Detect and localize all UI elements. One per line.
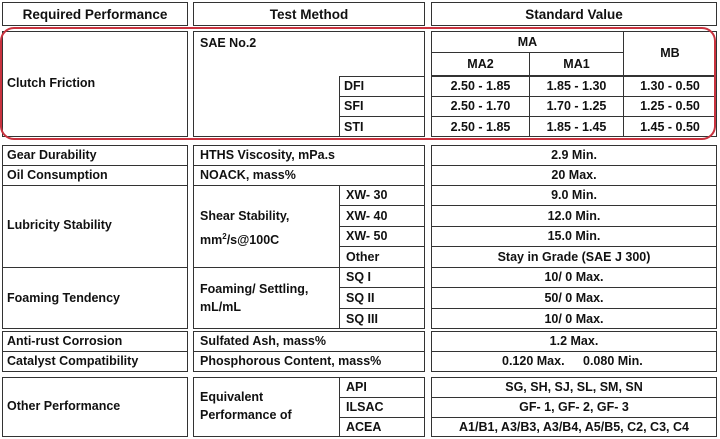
clutch-method: SAE No.2 bbox=[200, 36, 257, 50]
lubricity-stability-label: Lubricity Stability bbox=[7, 218, 112, 232]
grade-name: Other bbox=[346, 250, 380, 264]
foaming-value: 10/ 0 Max. bbox=[544, 270, 604, 284]
oil-method: NOACK, mass% bbox=[200, 168, 296, 182]
foaming-method-line2: mL/mL bbox=[200, 300, 241, 314]
clutch-friction-label: Clutch Friction bbox=[7, 76, 96, 90]
sequence-name: SQ III bbox=[346, 312, 378, 326]
lubricity-method-line1: Shear Stability, bbox=[200, 209, 290, 223]
foaming-tendency-label: Foaming Tendency bbox=[7, 291, 120, 305]
other-value: SG, SH, SJ, SL, SM, SN bbox=[505, 380, 643, 394]
spec-name: API bbox=[346, 380, 367, 394]
clutch-row-name: SFI bbox=[344, 99, 364, 113]
ma2-header: MA2 bbox=[467, 57, 494, 71]
foaming-method-cell bbox=[193, 267, 340, 329]
gear-method: HTHS Viscosity, mPa.s bbox=[200, 148, 336, 162]
clutch-value: 2.50 - 1.85 bbox=[450, 120, 511, 134]
header-test-method: Test Method bbox=[269, 7, 349, 22]
sequence-name: SQ II bbox=[346, 291, 375, 305]
lubricity-value: 12.0 Min. bbox=[547, 209, 601, 223]
clutch-value: 1.25 - 0.50 bbox=[640, 99, 700, 113]
header-required-performance: Required Performance bbox=[22, 7, 168, 22]
clutch-row-name: STI bbox=[344, 120, 364, 134]
clutch-value: 1.70 - 1.25 bbox=[546, 99, 607, 113]
mb-header: MB bbox=[660, 46, 680, 60]
clutch-row-name: DFI bbox=[344, 79, 365, 93]
antirust-corrosion-label: Anti-rust Corrosion bbox=[7, 334, 123, 348]
catalyst-compatibility-label: Catalyst Compatibility bbox=[7, 354, 139, 368]
gear-durability-label: Gear Durability bbox=[7, 148, 97, 162]
oil-value: 20 Max. bbox=[551, 168, 597, 182]
foaming-method-line1: Foaming/ Settling, bbox=[200, 282, 309, 296]
spec-name: ILSAC bbox=[346, 400, 384, 414]
catalyst-method: Phosphorous Content, mass% bbox=[200, 354, 382, 368]
other-method-line1: Equivalent bbox=[200, 390, 264, 404]
grade-name: XW- 50 bbox=[346, 229, 388, 243]
catalyst-value-min: 0.080 Min. bbox=[583, 354, 643, 368]
catalyst-value-cell bbox=[431, 351, 717, 372]
clutch-value: 1.30 - 0.50 bbox=[640, 79, 700, 93]
oil-consumption-label: Oil Consumption bbox=[7, 168, 108, 182]
lubricity-value: 9.0 Min. bbox=[551, 188, 597, 202]
other-method-line2: Performance of bbox=[200, 408, 292, 422]
clutch-value: 1.45 - 0.50 bbox=[640, 120, 700, 134]
clutch-value: 1.85 - 1.30 bbox=[546, 79, 607, 93]
sequence-name: SQ I bbox=[346, 270, 372, 284]
clutch-value: 2.50 - 1.70 bbox=[450, 99, 511, 113]
grade-name: XW- 30 bbox=[346, 188, 388, 202]
other-value: GF- 1, GF- 2, GF- 3 bbox=[519, 400, 629, 414]
lubricity-value: Stay in Grade (SAE J 300) bbox=[497, 250, 651, 264]
ma-header: MA bbox=[517, 35, 538, 49]
grade-name: XW- 40 bbox=[346, 209, 388, 223]
ma1-header: MA1 bbox=[563, 57, 590, 71]
other-performance-label: Other Performance bbox=[7, 399, 121, 413]
clutch-value: 2.50 - 1.85 bbox=[450, 79, 511, 93]
spec-name: ACEA bbox=[346, 420, 382, 434]
antirust-method: Sulfated Ash, mass% bbox=[200, 334, 326, 348]
gear-value: 2.9 Min. bbox=[551, 148, 597, 162]
lubricity-value: 15.0 Min. bbox=[547, 229, 601, 243]
header-standard-value: Standard Value bbox=[525, 7, 623, 22]
foaming-value: 50/ 0 Max. bbox=[544, 291, 604, 305]
lubricity-method-line2: $mm^2/s@100C$ bbox=[200, 232, 280, 248]
catalyst-value-max: 0.120 Max. bbox=[502, 354, 565, 368]
lubricity-method-cell bbox=[193, 185, 340, 268]
foaming-value: 10/ 0 Max. bbox=[544, 312, 604, 326]
other-value: A1/B1, A3/B3, A3/B4, A5/B5, C2, C3, C4 bbox=[459, 420, 689, 434]
antirust-value: 1.2 Max. bbox=[549, 334, 599, 348]
other-method-cell bbox=[193, 377, 340, 437]
clutch-value: 1.85 - 1.45 bbox=[546, 120, 607, 134]
